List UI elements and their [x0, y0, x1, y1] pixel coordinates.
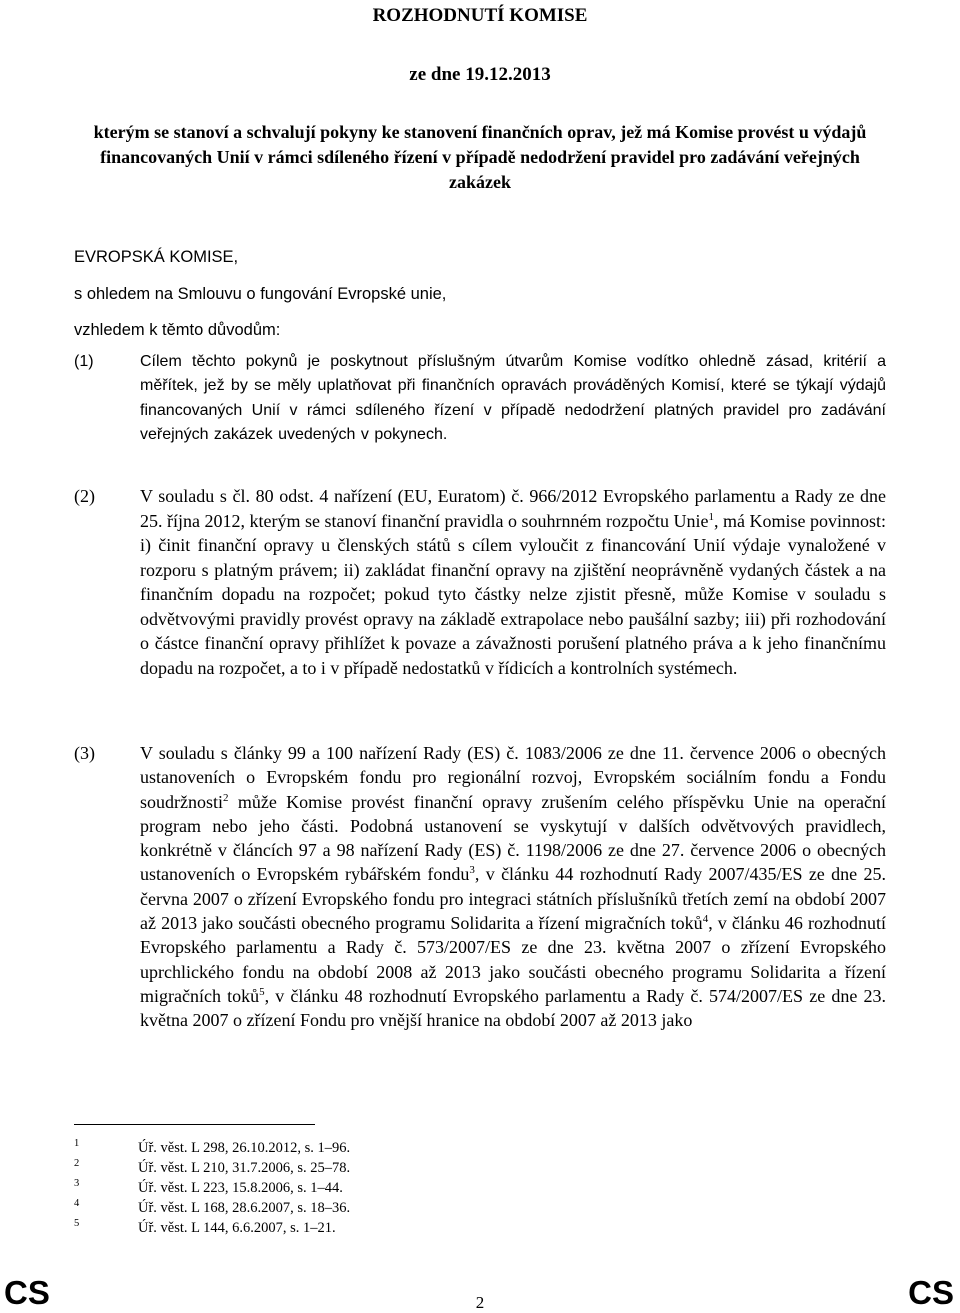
footnote-reference[interactable]: 1 — [708, 510, 714, 523]
footnote-text: Úř. věst. L 168, 28.6.2007, s. 18–36. — [138, 1200, 351, 1216]
recital-text-part: V souladu s čl. 80 odst. 4 nařízení (EU, Euratom) č. 966/2012 Evropského parlamentu a Rady ze dne 25. října 2012, kterým se stanoví finanční pravidla o souhrnném rozpočtu Unie — [140, 486, 886, 531]
recital-text-part: může Komise provést finanční opravy zrušením celého příspěvku Unie na operační program nebo jeho části. Podobná ustanovení se vyskytují v dalších odvětvových pravidlech, konkrétně v článcích 97 a 98 nařízení Rady (ES) č. 1198/2006 ze dne 27. července 2006 o obecných ustanoveních o Evropském rybářském fondu — [140, 791, 886, 885]
recital-text-part: , v článku 44 rozhodnutí Rady 2007/435/ES ze dne 25. června 2007 o zřízení Evropského fondu pro integraci státních příslušníků třetích zemí na období 2007 až 2013 jako součásti obecného programu Solidarita a řízení migračních toků — [140, 864, 886, 934]
recital-text-part: , v článku 46 rozhodnutí Evropského parlamentu a Rady č. 573/2007/ES ze dne 23. května 2007 o zřízení Evropského uprchlického fondu na období 2008 až 2013 jako součásti obecného programu Solidarita a řízení migračních toků — [140, 913, 886, 1006]
recital-number: (1) — [74, 353, 94, 370]
footnote-number: 1 — [74, 1138, 80, 1149]
recital-3 — [74, 741, 886, 1033]
recital-text-part: , má Komise povinnost: i) činit finanční opravy u členských států s cílem vyloučit z financování Unií výdaje vynaložené v rozporu s platným právem; ii) zakládat finanční opravy na zjištění neoprávněně vydaných částek a na finančním dopadu na rozpočet; pokud tyto částky nelze zjistit přesně, může Komise v souladu s odvětvovými pravidly provést opravy na základě extrapolace nebo paušální sazby; iii) při rozhodování o částce finanční opravy přihlížet k povaze a závažnosti porušení platného práva a k jeho finančnímu dopadu na rozpočet, a to i v případě nedostatků v řídicích a kontrolních systémech. — [140, 510, 886, 678]
footnote-reference[interactable]: 4 — [702, 913, 709, 926]
document-title: ROZHODNUTÍ KOMISE — [372, 5, 588, 26]
recital-text — [140, 741, 886, 1033]
recital-text: Cílem těchto pokynů je poskytnout příslušným útvarům Komise vodítko ohledně zásad, kritérií a měřítek, jež by se měly uplatňovat při finančních opravách prováděných Komisí, které se týkají výdajů financovaných Unií v rámci sdíleného řízení v případě nedodržení platných pravidel pro zadávání veřejných zakázek uvedených v pokynech. — [140, 353, 886, 443]
having-regard-clause: s ohledem na Smlouvu o fungování Evropské unie, — [74, 285, 447, 303]
footnote-number: 5 — [74, 1218, 80, 1229]
footnote-text: Úř. věst. L 223, 15.8.2006, s. 1–44. — [138, 1180, 343, 1196]
recital-2 — [74, 484, 886, 680]
footnote-text: Úř. věst. L 298, 26.10.2012, s. 1–96. — [138, 1140, 351, 1156]
language-code-right: CS — [908, 1274, 954, 1311]
institution-heading: EVROPSKÁ KOMISE, — [74, 248, 239, 266]
footnote-number: 4 — [74, 1198, 80, 1209]
page-number: 2 — [475, 1293, 485, 1312]
footnote-separator — [74, 1124, 315, 1125]
footnote-text: Úř. věst. L 144, 6.6.2007, s. 1–21. — [138, 1220, 336, 1236]
document-subject: kterým se stanoví a schvalují pokyny ke stanovení finančních oprav, jež má Komise provést u výdajů financovaných Unií v rámci sdíleného řízení v případě nedodržení pravidel pro zadávání veřejných zakázek — [93, 122, 867, 192]
recital-1 — [74, 350, 886, 447]
document-date: ze dne 19.12.2013 — [409, 64, 551, 85]
recital-text-part: , v článku 48 rozhodnutí Evropského parlamentu a Rady č. 574/2007/ES ze dne 23. května 2007 o zřízení Fondu pro vnější hranice na období 2007 až 2013 jako — [140, 985, 886, 1031]
recital-number: (3) — [74, 743, 95, 763]
footnote-reference[interactable]: 3 — [469, 864, 475, 877]
footnote-reference[interactable]: 5 — [259, 985, 265, 998]
footnote-number: 3 — [74, 1178, 80, 1189]
footnote-text: Úř. věst. L 210, 31.7.2006, s. 25–78. — [138, 1160, 351, 1176]
footnote-reference[interactable]: 2 — [223, 791, 229, 804]
recital-number: (2) — [74, 486, 95, 506]
footnote-number: 2 — [74, 1158, 80, 1169]
recital-text-part: V souladu s články 99 a 100 nařízení Rady (ES) č. 1083/2006 ze dne 11. července 2006 o obecných ustanoveních o Evropském fondu pro regionální rozvoj, Evropském sociálním fondu a Fondu soudržnosti — [140, 743, 886, 812]
whereas-clause: vzhledem k těmto důvodům: — [74, 321, 281, 339]
language-code-left: CS — [4, 1274, 50, 1311]
recital-text — [140, 484, 886, 680]
